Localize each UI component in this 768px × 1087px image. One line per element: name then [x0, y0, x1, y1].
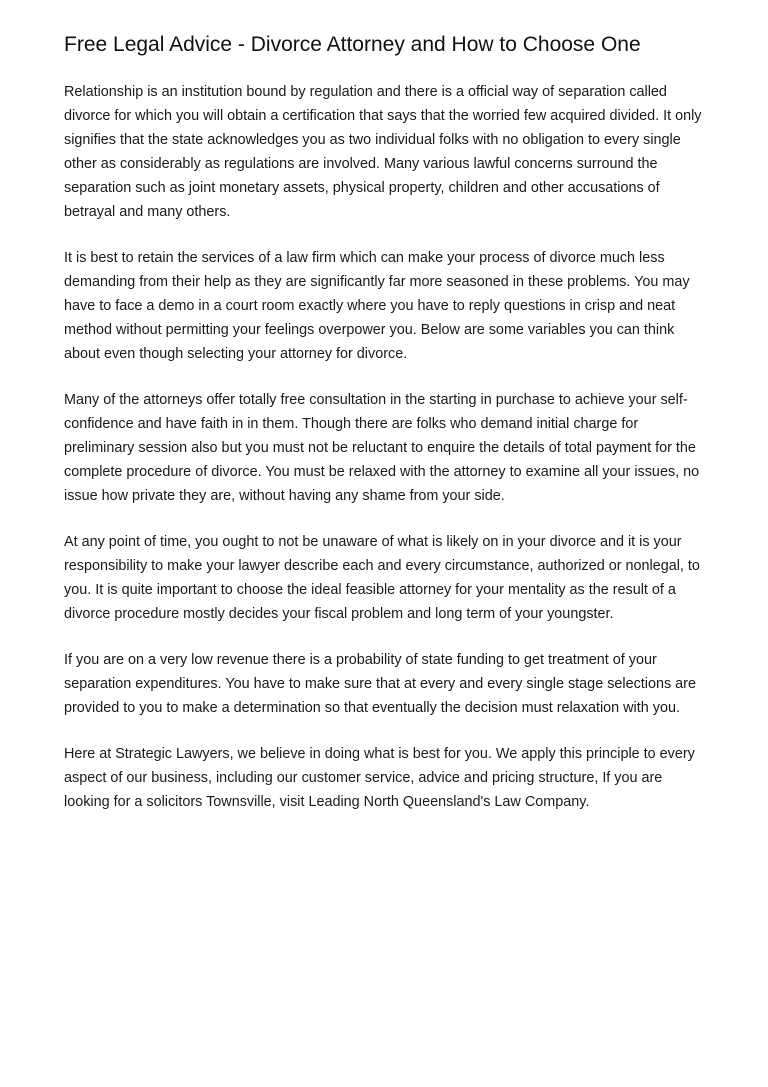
document-title: Free Legal Advice - Divorce Attorney and How to Choose One — [64, 33, 641, 56]
paragraph-relationship: Relationship is an institution bound by regulation and there is a official way of separation called divorce for which you will obtain a certification that says that the worried few acquired divided. It only signifies that the state acknowledges you as two individual folks with no obligation to every single other as considerably as regulations are involved. Many various lawful concerns surround the separation such as joint monetary assets, physical property, children and other accusations of betrayal and many others. — [64, 84, 702, 220]
paragraph-strategic-lawyers: Here at Strategic Lawyers, we believe in doing what is best for you. We apply this principle to every aspect of our business, including our customer service, advice and pricing structure, If you are looking for a solicitors Townsville, visit Leading North Queensland's Law Company. — [64, 746, 695, 810]
paragraph-retain-law-firm: It is best to retain the services of a law firm which can make your process of divorce much less demanding from their help as they are significantly far more seasoned in these problems. You may have to face a demo in a court room exactly where you have to reply questions in crisp and neat method without permitting your feelings overpower you. Below are some variables you can think about even though selecting your attorney for divorce. — [64, 250, 690, 362]
paragraph-responsibility: At any point of time, you ought to not be unaware of what is likely on in your divorce and it is your responsibility to make your lawyer describe each and every circumstance, authorized or nonlegal, to you. It is quite important to choose the ideal feasible attorney for your mentality as the result of a divorce procedure mostly decides your fiscal problem and long term of your youngster. — [64, 534, 700, 622]
paragraph-free-consultation: Many of the attorneys offer totally free consultation in the starting in purchase to achieve your self-confidence and have faith in in them. Though there are folks who demand initial charge for preliminary session also but you must not be reluctant to enquire the details of total payment for the complete procedure of divorce. You must be relaxed with the attorney to examine all your issues, no issue how private they are, without having any shame from your side. — [64, 392, 700, 504]
paragraph-state-funding: If you are on a very low revenue there is a probability of state funding to get treatment of your separation expenditures. You have to make sure that at every and every single stage selections are provided to you to make a determination so that eventually the decision must relaxation with you. — [64, 652, 696, 716]
